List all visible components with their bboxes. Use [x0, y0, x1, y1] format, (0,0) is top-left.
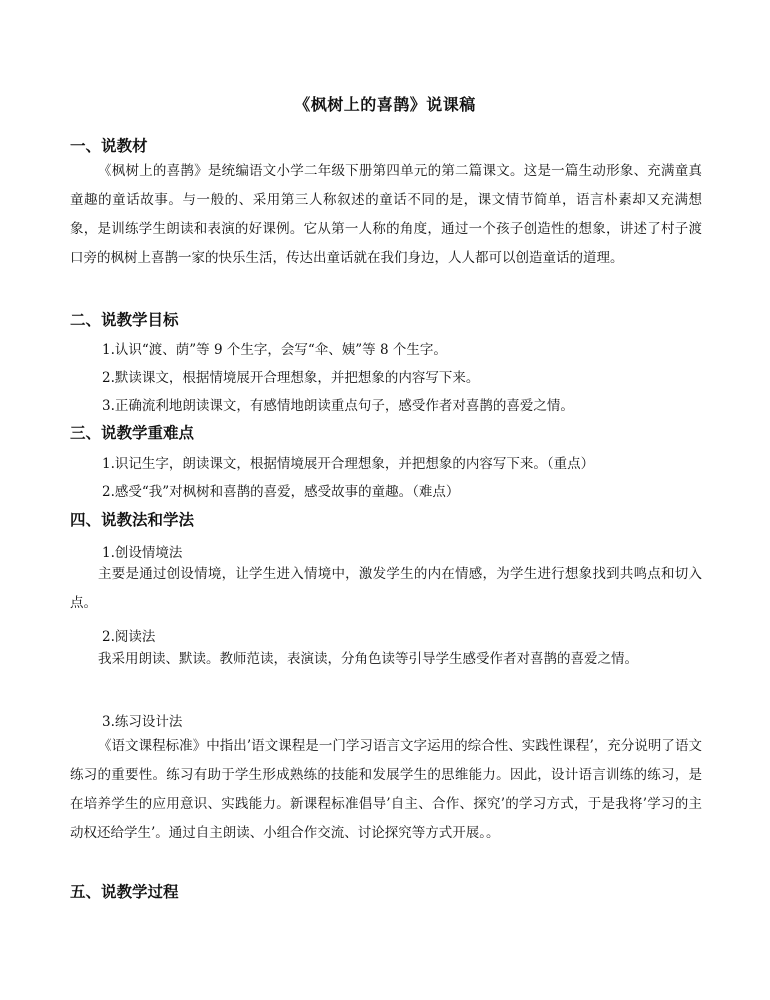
key-point-item-1: 1.识记生字，朗读课文，根据情境展开合理想象，并把想象的内容写下来。（重点）: [102, 456, 595, 472]
section-heading-teaching-goals: 二、说教学目标: [70, 311, 179, 329]
method-3-paragraph: 《语文课程标准》中指出’语文课程是一门学习语言文字运用的综合性、实践性课程’，充分说明了语文练习的重要性。练习有助于学生形成熟练的技能和发展学生的思维能力。因此，设计语言训练的练习，是在培养学生的应用意识、实践能力。新课程标准倡导’自主、合作、探究’的学习方式，于是我将’学习的主动权还给学生’。通过自主朗读、小组合作交流、讨论探究等方式开展。。: [70, 738, 702, 841]
section-heading-methods: 四、说教法和学法: [70, 511, 195, 529]
key-point-item-2: 2.感受“我”对枫树和喜鹊的喜爱，感受故事的童趣。（难点）: [102, 484, 460, 500]
goal-item-2: 2.默读课文，根据情境展开合理想象，并把想象的内容写下来。: [102, 370, 480, 386]
method-2-paragraph: 我采用朗读、默读。教师范读，表演读，分角色读等引导学生感受作者对喜鹊的喜爱之情。: [98, 651, 638, 667]
section-heading-teaching-material: 一、说教材: [70, 137, 148, 155]
document-title: 《枫树上的喜鹊》说课稿: [294, 95, 476, 114]
method-3-title: 3.练习设计法: [102, 714, 183, 730]
method-1-paragraph: 主要是通过创设情境，让学生进入情境中，激发学生的内在情感，为学生进行想象找到共鸣点和切入点。: [70, 566, 702, 611]
goal-item-3: 3.正确流利地朗读课文，有感情地朗读重点句子，感受作者对喜鹊的喜爱之情。: [102, 398, 574, 414]
goal-item-1: 1.认识“渡、荫”等 9 个生字，会写“伞、姨”等 8 个生字。: [102, 342, 447, 358]
section-heading-key-points: 三、说教学重难点: [70, 424, 195, 442]
method-2-title: 2.阅读法: [102, 629, 156, 645]
teaching-material-paragraph: 《枫树上的喜鹊》是统编语文小学二年级下册第四单元的第二篇课文。这是一篇生动形象、充满童真童趣的童话故事。与一般的、采用第三人称叙述的童话不同的是，课文情节简单，语言朴素却又充满想象，是训练学生朗读和表演的好课例。它从第一人称的角度，通过一个孩子创造性的想象，讲述了村子渡口旁的枫树上喜鹊一家的快乐生活，传达出童话就在我们身边，人人都可以创造童话的道理。: [70, 163, 702, 266]
section-heading-teaching-process: 五、说教学过程: [70, 883, 179, 901]
method-1-title: 1.创设情境法: [102, 545, 183, 561]
